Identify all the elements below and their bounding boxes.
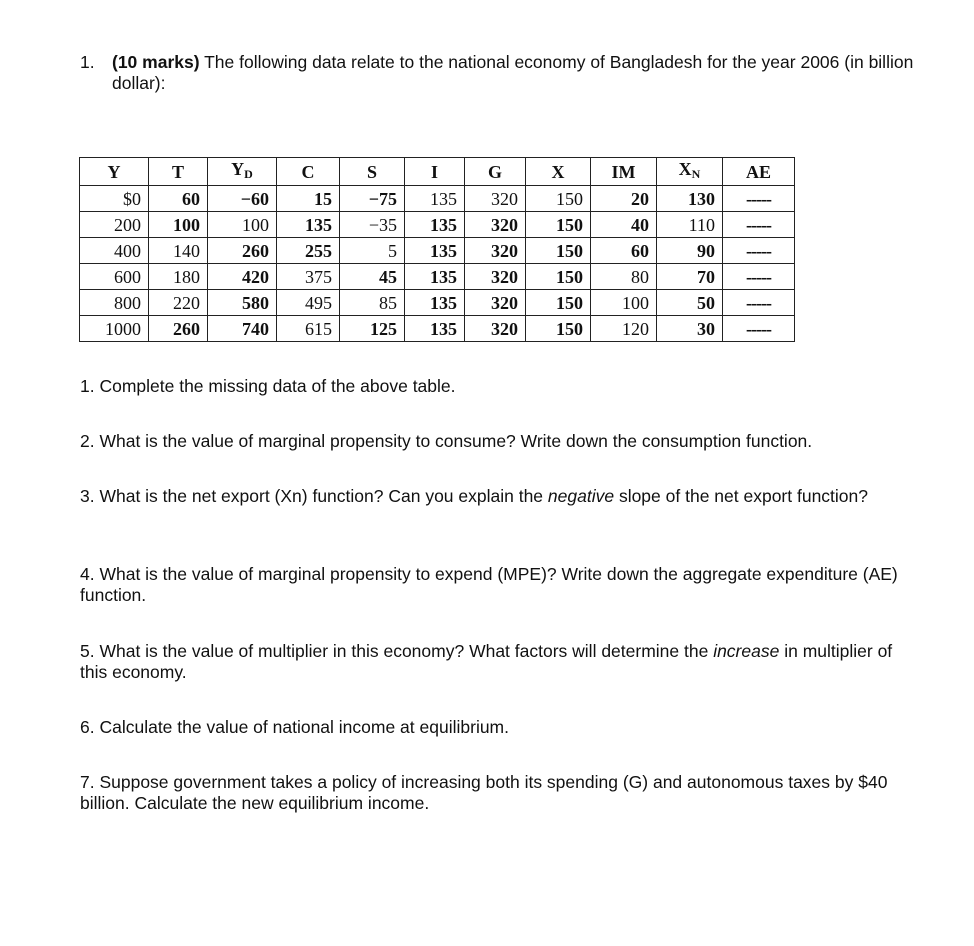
cell-y: 400 — [80, 238, 149, 264]
cell-t: 140 — [149, 238, 208, 264]
cell-im: 120 — [591, 316, 657, 342]
question-heading — [80, 52, 920, 94]
cell-im: 80 — [591, 264, 657, 290]
cell-c: 15 — [277, 186, 340, 212]
table-row — [80, 290, 795, 316]
sub-question-4: 4. What is the value of marginal propensity to expend (MPE)? Write down the aggregate expenditure (AE) function. — [80, 564, 898, 605]
cell-y: 200 — [80, 212, 149, 238]
cell-xn: 90 — [657, 238, 723, 264]
cell-c: 375 — [277, 264, 340, 290]
cell-x: 150 — [526, 264, 591, 290]
cell-g: 320 — [465, 316, 526, 342]
table-row — [80, 316, 795, 342]
header-xn: $X_N$ — [657, 158, 723, 186]
question-marks: (10 marks) — [112, 52, 200, 72]
question-number: 1. — [80, 52, 95, 72]
cell-g: 320 — [465, 186, 526, 212]
cell-yd: 260 — [208, 238, 277, 264]
cell-x: 150 — [526, 186, 591, 212]
cell-y: 1000 — [80, 316, 149, 342]
cell-c: 495 — [277, 290, 340, 316]
cell-g: 320 — [465, 264, 526, 290]
economy-data-table — [79, 157, 795, 342]
cell-y: 800 — [80, 290, 149, 316]
cell-i: 135 — [405, 186, 465, 212]
cell-s: 5 — [340, 238, 405, 264]
question-intro — [112, 52, 920, 94]
cell-im: 100 — [591, 290, 657, 316]
sub-question-3: 3. What is the net export (Xn) function? Can you explain the negative slope of the net export function? — [80, 486, 868, 506]
cell-c: 615 — [277, 316, 340, 342]
table-row — [80, 238, 795, 264]
cell-i: 135 — [405, 290, 465, 316]
cell-xn: 110 — [657, 212, 723, 238]
cell-c: 255 — [277, 238, 340, 264]
table-row — [80, 186, 795, 212]
sub-question-6: 6. Calculate the value of national income at equilibrium. — [80, 717, 509, 737]
cell-s: −35 — [340, 212, 405, 238]
cell-ae: ----- — [723, 264, 795, 290]
cell-ae: ----- — [723, 238, 795, 264]
cell-g: 320 — [465, 238, 526, 264]
cell-s: −75 — [340, 186, 405, 212]
cell-s: 45 — [340, 264, 405, 290]
cell-ae: ----- — [723, 316, 795, 342]
table-header-row — [80, 158, 795, 186]
cell-i: 135 — [405, 316, 465, 342]
cell-y: 600 — [80, 264, 149, 290]
cell-xn: 50 — [657, 290, 723, 316]
cell-g: 320 — [465, 212, 526, 238]
emphasis-increase: increase — [713, 641, 780, 661]
cell-x: 150 — [526, 238, 591, 264]
emphasis-negative: negative — [547, 486, 615, 506]
cell-y: $0 — [80, 186, 149, 212]
header-yd: $Y_D$ — [208, 158, 277, 186]
cell-t: 180 — [149, 264, 208, 290]
cell-c: 135 — [277, 212, 340, 238]
cell-ae: ----- — [723, 212, 795, 238]
cell-ae: ----- — [723, 290, 795, 316]
cell-t: 60 — [149, 186, 208, 212]
cell-yd: 740 — [208, 316, 277, 342]
sub-question-7: 7. Suppose government takes a policy of increasing both its spending (G) and autonomous taxes by $40 billion. Calculate the new equilibrium income. — [80, 772, 888, 813]
table-row — [80, 264, 795, 290]
cell-i: 135 — [405, 212, 465, 238]
sub-question-1: 1. Complete the missing data of the above table. — [80, 376, 456, 396]
header-y: Y — [80, 158, 149, 186]
cell-im: 60 — [591, 238, 657, 264]
table-row — [80, 212, 795, 238]
cell-yd: 100 — [208, 212, 277, 238]
cell-x: 150 — [526, 290, 591, 316]
header-ae: AE — [723, 158, 795, 186]
header-g: G — [465, 158, 526, 186]
cell-i: 135 — [405, 264, 465, 290]
cell-s: 125 — [340, 316, 405, 342]
cell-ae: ----- — [723, 186, 795, 212]
cell-yd: 580 — [208, 290, 277, 316]
header-t: T — [149, 158, 208, 186]
sub-question-2: 2. What is the value of marginal propensity to consume? Write down the consumption function. — [80, 431, 813, 451]
header-im: IM — [591, 158, 657, 186]
header-s: S — [340, 158, 405, 186]
cell-t: 260 — [149, 316, 208, 342]
header-c: C — [277, 158, 340, 186]
cell-im: 20 — [591, 186, 657, 212]
cell-x: 150 — [526, 316, 591, 342]
cell-x: 150 — [526, 212, 591, 238]
cell-i: 135 — [405, 238, 465, 264]
cell-xn: 30 — [657, 316, 723, 342]
cell-yd: 420 — [208, 264, 277, 290]
cell-im: 40 — [591, 212, 657, 238]
cell-yd: −60 — [208, 186, 277, 212]
cell-xn: 130 — [657, 186, 723, 212]
sub-question-5: 5. What is the value of multiplier in this economy? What factors will determine the increase in multiplier of this economy. — [80, 641, 893, 682]
cell-s: 85 — [340, 290, 405, 316]
cell-xn: 70 — [657, 264, 723, 290]
cell-g: 320 — [465, 290, 526, 316]
cell-t: 100 — [149, 212, 208, 238]
header-i: I — [405, 158, 465, 186]
header-x: X — [526, 158, 591, 186]
question-text: The following data relate to the national economy of Bangladesh for the year 2006 (in billion dollar): — [112, 52, 914, 93]
cell-t: 220 — [149, 290, 208, 316]
